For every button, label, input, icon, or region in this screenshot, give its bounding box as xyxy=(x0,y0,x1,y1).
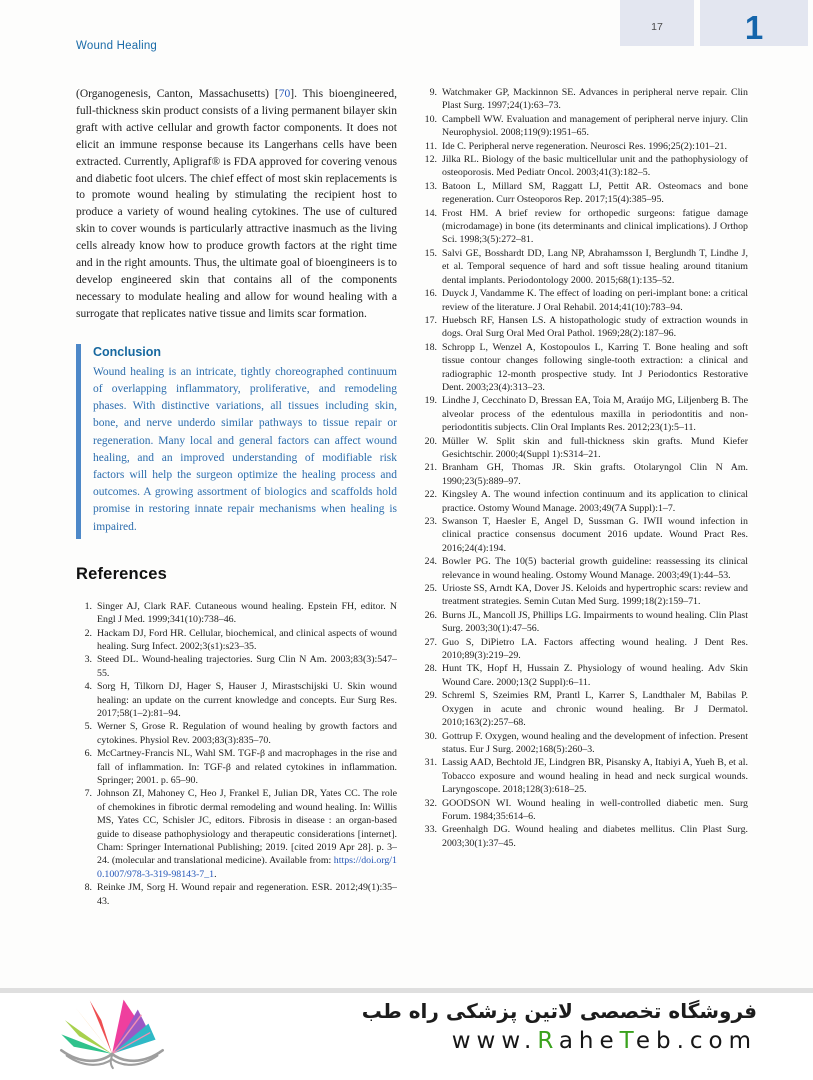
reference-item: 12. Jilka RL. Biology of the basic multicellular unit and the pathophysiology of osteoporosis. Med Pediatr Oncol. 2003;41(3):182–5. xyxy=(424,154,748,179)
chapter-number: 1 xyxy=(744,9,764,46)
reference-item: 28. Hunt TK, Hopf H, Hussain Z. Physiology of wound healing. Adv Skin Wound Care. 2000;13(2 Suppl):6–11. xyxy=(424,663,748,688)
reference-item: 26. Burns JL, Mancoll JS, Phillips LG. Impairments to wound healing. Clin Plast Surg. 2003;30(1):47–56. xyxy=(424,609,748,635)
reference-item: 7. Johnson ZI, Mahoney C, Heo J, Frankel E, Julian DR, Yates CC. The role of chemokines in fibrotic dermal remodeling and wound healing. In: Willis MS, Yates CC, Schisler JC, editors. Fibrosis in disease : an organ-based guide to disease pathophysiology and therapeutic considerations [internet]. Cham: Springer International Publishing; 2019. [cited 2019 Apr 28]. p. 3–24. (molecular and translational medicine). Available from: https://doi.org/10.1007/978-3-319-98143-7_1. xyxy=(84,788,397,880)
watermark-text xyxy=(362,999,757,1054)
right-column xyxy=(421,86,748,850)
reference-item: 11. Ide C. Peripheral nerve regeneration. Neurosci Res. 1996;25(2):101–21. xyxy=(425,140,727,152)
references-list-right xyxy=(421,86,748,850)
persian-store-name: فروشگاه تخصصی لاتین پزشکی راه طب xyxy=(361,999,757,1023)
doi-link[interactable]: https://doi.org/10.1007/978-3-319-98143-7_1 xyxy=(97,855,397,880)
reference-item: 15. Salvi GE, Bosshardt DD, Lang NP, Abrahamsson I, Berglundh T, Lindhe J, et al. Temporal sequence of hard and soft tissue healing around titanium dental implants. Periodontology 2000. 2015;68(1):135–52. xyxy=(424,247,748,286)
reference-item: 18. Schropp L, Wenzel A, Kostopoulos L, Karring T. Bone healing and soft tissue contour changes following single-tooth extraction: a clinical and radiographic 12-month prospective study. Int J Periodontics Restorative Dent. 2003;23(4):313–23. xyxy=(424,341,748,393)
reference-item: 31. Lassig AAD, Bechtold JE, Lindgren BR, Pisansky A, Itabiyi A, Yueh B, et al. Tobacco exposure and wound healing in head and neck surgical wounds. Laryngoscope. 2018;128(3):618–25. xyxy=(424,757,748,796)
running-title: Wound Healing xyxy=(76,40,158,52)
chapter-number-box xyxy=(700,0,808,46)
paragraph-text-pre: (Organogenesis, Canton, Massachusetts) [ xyxy=(76,88,279,100)
reference-item: 25. Urioste SS, Arndt KA, Dover JS. Keloids and hypertrophic scars: review and treatment strategies. Semin Cutan Med Surg. 1999;18(2):159–71. xyxy=(424,583,748,608)
raheteb-open-book-logo xyxy=(46,997,178,1077)
reference-item: 20. Müller W. Split skin and full-thickness skin grafts. Mund Kiefer Gesichtschir. 2000;4(Suppl 1):S314–21. xyxy=(424,435,748,460)
page-number-box xyxy=(620,0,694,46)
references-list-left xyxy=(76,600,397,908)
reference-item: 13. Batoon L, Millard SM, Raggatt LJ, Pettit AR. Osteomacs and bone regeneration. Curr Osteoporos Rep. 2017;15(4):385–95. xyxy=(424,180,748,206)
reference-item: 32. GOODSON WI. Wound healing in well-controlled diabetic men. Surg Forum. 1984;35:614–6. xyxy=(424,797,748,822)
page-number: 17 xyxy=(651,21,663,33)
reference-item: 3. Steed DL. Wound-healing trajectories. Surg Clin N Am. 2003;83(3):547–55. xyxy=(84,654,397,679)
reference-item: 33. Greenhalgh DG. Wound healing and diabetes mellitus. Clin Plast Surg. 2003;30(1):37–45. xyxy=(424,824,748,849)
website-url: www.RaheTeb.com xyxy=(451,1028,757,1054)
left-column xyxy=(76,86,397,908)
reference-item: 16. Duyck J, Vandamme K. The effect of loading on peri-implant bone: a critical review of the literature. J Oral Rehabil. 2014;41(10):783–94. xyxy=(424,288,748,313)
reference-item: 24. Bowler PG. The 10(5) bacterial growth guideline: reassessing its clinical relevance in wound healing. Ostomy Wound Manage. 2003;49(1):44–53. xyxy=(424,556,748,581)
watermark-footer xyxy=(0,993,813,1080)
reference-item: 21. Branham GH, Thomas JR. Skin grafts. Otolaryngol Clin N Am. 1990;23(5):889–97. xyxy=(424,462,748,487)
reference-item: 5. Werner S, Grose R. Regulation of wound healing by growth factors and cytokines. Physiol Rev. 2003;83(3):835–70. xyxy=(84,721,397,746)
reference-item: 14. Frost HM. A brief review for orthopedic surgeons: fatigue damage (microdamage) in bone (its determinants and clinical implications). J Orthop Sci. 1998;3(5):272–81. xyxy=(424,207,748,246)
reference-item: 10. Campbell WW. Evaluation and management of peripheral nerve injury. Clin Neurophysiol. 2008;119(9):1951–65. xyxy=(424,113,748,139)
conclusion-text: Wound healing is an intricate, tightly choreographed continuum of overlapping inflammatory, proliferative, and remodeling phases. With distinctive variations, all tissues including skin, bone, and nerve underdo similar pathways to tissue repair or regeneration. Many local and general factors can affect wound healing, and an improved understanding of modifiable risk factors will help the surgeon optimize the healing process and outcomes. A growing assortment of biologics and scaffolds hold promise in restoring innate repair mechanisms when healing is impaired. xyxy=(93,365,397,533)
body-paragraph xyxy=(76,86,397,323)
reference-item: 22. Kingsley A. The wound infection continuum and its application to clinical practice. Ostomy Wound Manage. 2003;49(7A Suppl):1–7. xyxy=(424,489,748,514)
reference-item: 2. Hackam DJ, Ford HR. Cellular, biochemical, and clinical aspects of wound healing. Surg Infect. 2002;3(s1):s23–35. xyxy=(84,627,397,652)
references-heading: References xyxy=(76,564,167,583)
book-pages-fan xyxy=(61,1000,155,1054)
book-base xyxy=(61,1050,162,1068)
citation-70[interactable]: 70 xyxy=(278,88,291,100)
conclusion-heading: Conclusion xyxy=(93,344,162,359)
reference-item: 9. Watchmaker GP, Mackinnon SE. Advances in peripheral nerve repair. Clin Plast Surg. 1997;24(1):63–73. xyxy=(429,87,748,112)
reference-item: 4. Sorg H, Tilkorn DJ, Hager S, Hauser J, Mirastschijski U. Skin wound healing: an update on the current knowledge and concepts. Eur Surg Res. 2017;58(1–2):81–94. xyxy=(84,681,397,719)
reference-item: 17. Huebsch RF, Hansen LS. A histopathologic study of extraction wounds in dogs. Oral Surg Oral Med Oral Pathol. 1969;28(2):187–96. xyxy=(424,314,748,340)
reference-item: 30. Gottrup F. Oxygen, wound healing and the development of infection. Present status. Eur J Surg. 2002;168(5):260–3. xyxy=(424,730,748,755)
reference-item: 1. Singer AJ, Clark RAF. Cutaneous wound healing. Epstein FH, editor. N Engl J Med. 1999;341(10):738–46. xyxy=(84,600,397,626)
paragraph-text-post: ]. This bioengineered, full-thickness skin product consists of a living permanent bilayer skin graft with active cellular and growth factor components. It does not elicit an immune response because its Langerhans cells have been extracted. Currently, Apligraf® is FDA approved for covering venous and diabetic foot ulcers. The chief effect of most skin replacements is to promote wound healing by stimulating the recipient host to produce a variety of wound healing cytokines. The use of cultured skin to cover wounds is particularly attractive inasmuch as the living cells already know how to produce growth factors at the right time and in the right amounts. Thus, the ultimate goal of bioengineers is to develop engineered skin that contains all of the components necessary to modulate healing and allow for wound healing with a surrogate that replicates native tissue and limits scar formation. xyxy=(76,88,397,320)
reference-item: 29. Schreml S, Szeimies RM, Prantl L, Karrer S, Landthaler M, Babilas P. Oxygen in acute and chronic wound healing. Br J Dermatol. 2010;163(2):257–68. xyxy=(424,690,748,729)
reference-item: 8. Reinke JM, Sorg H. Wound repair and regeneration. ESR. 2012;49(1):35–43. xyxy=(84,882,397,907)
reference-item: 6. McCartney-Francis NL, Wahl SM. TGF-β and macrophages in the rise and fall of inflammation. In: TGF-β and related cytokines in inflammation. Springer; 2001. p. 65–90. xyxy=(84,748,397,786)
conclusion-box xyxy=(76,344,397,539)
reference-item: 27. Guo S, DiPietro LA. Factors affecting wound healing. J Dent Res. 2010;89(3):219–29. xyxy=(424,636,748,662)
reference-item: 19. Lindhe J, Cecchinato D, Bressan EA, Toia M, Araújo MG, Liljenberg B. The alveolar process of the edentulous maxilla in periodontitis and non-periodontitis subjects. Clin Oral Implants Res. 2012;23(1):5–11. xyxy=(424,395,748,434)
reference-item: 23. Swanson T, Haesler E, Angel D, Sussman G. IWII wound infection in clinical practice consensus document 2016 update. Wound Pract Res. 2016;24(4):194. xyxy=(424,516,748,554)
